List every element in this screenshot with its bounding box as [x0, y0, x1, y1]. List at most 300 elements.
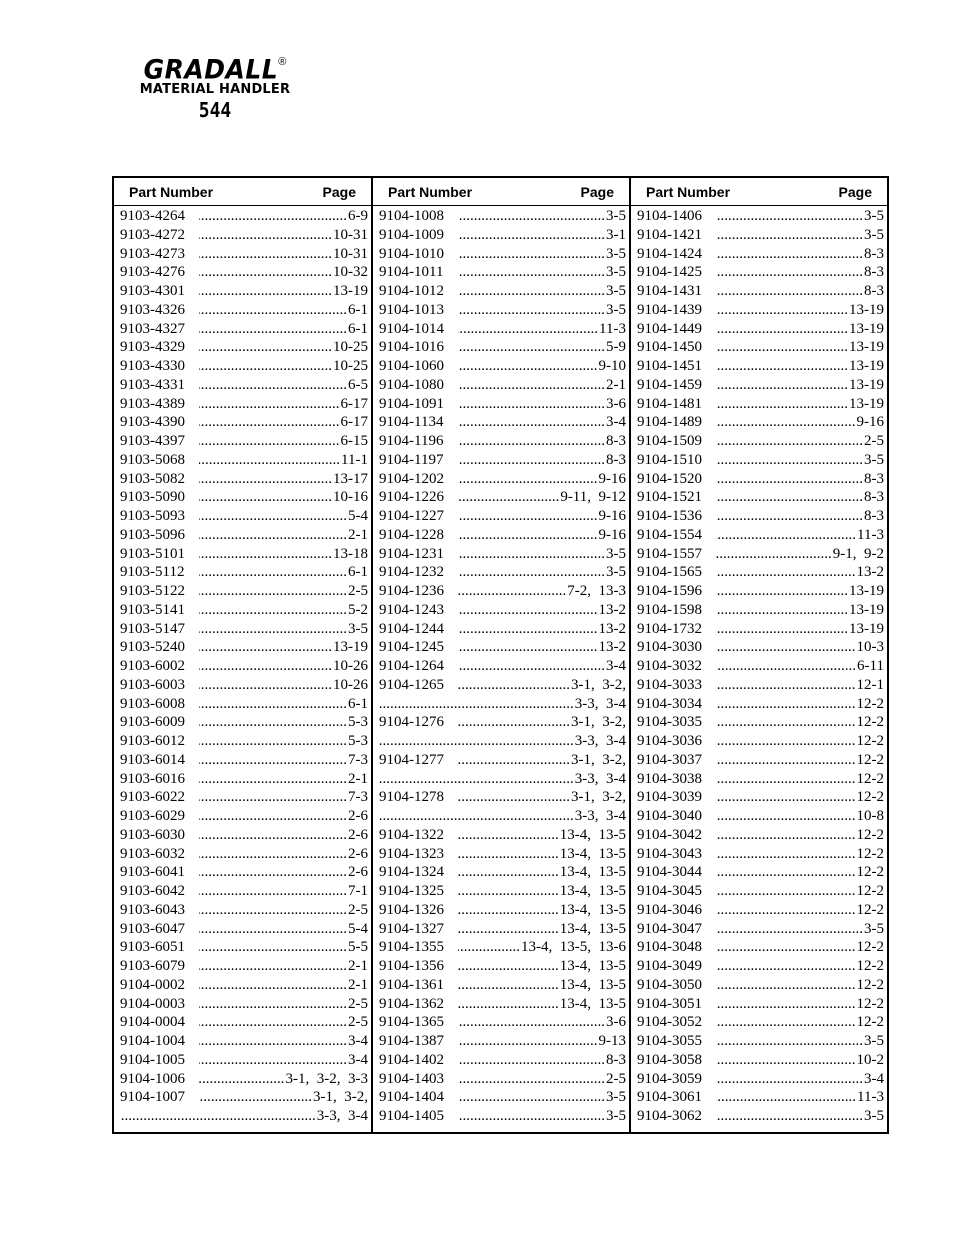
part-number: 9103-4331	[120, 376, 185, 393]
index-row	[373, 1070, 629, 1089]
part-number: 9103-5090	[120, 489, 185, 506]
index-row	[631, 282, 887, 301]
page-reference: 3-4	[606, 658, 626, 674]
part-number: 9103-6043	[120, 901, 185, 918]
part-number: 9104-1406	[637, 208, 702, 224]
index-row	[631, 901, 887, 920]
page-reference: 2-1	[348, 526, 368, 543]
index-row	[631, 1088, 887, 1107]
page-reference: 2-5	[864, 433, 884, 449]
part-number: 9104-1521	[637, 489, 702, 506]
part-number: 9104-1008	[379, 208, 444, 224]
index-column-2	[373, 178, 631, 1132]
page-reference: 8-3	[864, 245, 884, 262]
index-row	[631, 563, 887, 582]
part-number: 9103-5141	[120, 601, 185, 618]
page-reference: 3-5	[864, 226, 884, 243]
page-reference: 9-1, 9-2	[832, 545, 884, 562]
part-number: 9104-3061	[637, 1089, 702, 1106]
index-row	[631, 432, 887, 451]
index-row	[631, 301, 887, 320]
dot-leader	[199, 1051, 347, 1070]
part-number: 9104-1007	[120, 1089, 185, 1106]
part-number: 9103-5068	[120, 451, 185, 468]
dot-leader	[716, 1051, 856, 1070]
part-number: 9103-6079	[120, 958, 185, 974]
part-number: 9104-3044	[637, 864, 702, 881]
page-reference: 11-3	[857, 1089, 884, 1106]
page-reference: 6-9	[348, 208, 368, 224]
page-reference: 12-2	[856, 883, 884, 899]
part-number: 9103-4264	[120, 208, 185, 224]
index-row	[373, 207, 629, 226]
dot-leader	[458, 207, 605, 226]
page-reference: 10-25	[333, 339, 368, 356]
page-reference: 2-6	[348, 826, 368, 843]
part-number: 9104-3040	[637, 808, 702, 824]
dot-leader	[199, 263, 332, 282]
dot-leader	[458, 620, 598, 639]
page-reference: 9-11, 9-12	[560, 489, 626, 506]
page-reference: 3-1, 3-2,	[313, 1089, 368, 1106]
index-row	[114, 320, 371, 339]
part-number: 9103-5096	[120, 526, 185, 543]
dot-leader	[716, 863, 856, 882]
part-number: 9103-5101	[120, 545, 185, 562]
index-row	[114, 432, 371, 451]
dot-leader	[120, 1107, 316, 1126]
brand-logo	[110, 52, 320, 86]
dot-leader	[199, 620, 347, 639]
part-number: 9103-5093	[120, 508, 185, 524]
page-reference: 6-1	[348, 564, 368, 581]
index-row	[114, 882, 371, 901]
part-number: 9104-1278	[379, 789, 444, 806]
dot-leader	[458, 432, 605, 451]
dot-leader	[199, 488, 332, 507]
page-reference: 3-4	[864, 1070, 884, 1087]
page-reference: 6-17	[340, 395, 368, 412]
part-number: 9104-1459	[637, 376, 702, 393]
page-reference: 9-10	[598, 358, 626, 374]
index-row	[631, 1013, 887, 1032]
page-reference: 13-19	[849, 376, 884, 393]
part-number: 9104-0004	[120, 1014, 185, 1031]
index-row	[114, 395, 371, 414]
dot-leader	[716, 845, 856, 864]
page-reference: 5-2	[348, 601, 368, 618]
dot-leader	[716, 901, 856, 920]
dot-leader	[199, 395, 340, 414]
dot-leader	[716, 226, 863, 245]
page-reference: 3-1, 3-2,	[571, 751, 626, 768]
dot-leader	[716, 563, 856, 582]
part-number: 9104-1520	[637, 470, 702, 487]
index-row	[631, 601, 887, 620]
page-reference: 8-3	[606, 433, 626, 449]
part-number: 9104-1424	[637, 245, 702, 262]
part-number: 9103-5240	[120, 639, 185, 656]
page-reference: 2-5	[606, 1070, 626, 1087]
dot-leader	[716, 1070, 863, 1089]
page-reference: 5-4	[348, 508, 368, 524]
dot-leader	[199, 320, 347, 339]
dot-leader	[199, 713, 347, 732]
dot-leader	[716, 601, 848, 620]
page-reference: 11-3	[599, 320, 626, 337]
part-number: 9104-3042	[637, 826, 702, 843]
index-row	[631, 713, 887, 732]
dot-leader	[458, 976, 559, 995]
part-number: 9104-3034	[637, 695, 702, 712]
index-row	[373, 1013, 629, 1032]
index-row	[373, 770, 629, 789]
index-row	[373, 526, 629, 545]
index-row	[631, 882, 887, 901]
index-row	[631, 395, 887, 414]
page-reference: 3-6	[606, 1014, 626, 1031]
page-header: Page	[322, 184, 356, 200]
index-row	[114, 357, 371, 376]
page-reference: 13-4, 13-5	[559, 995, 626, 1012]
dot-leader	[458, 338, 605, 357]
dot-leader	[716, 695, 856, 714]
page-reference: 13-4, 13-5, 13-6	[521, 939, 626, 956]
brand-name: GRADALL	[143, 54, 279, 85]
part-number: 9104-1228	[379, 526, 444, 543]
page-reference: 13-19	[849, 601, 884, 618]
index-row	[631, 470, 887, 489]
page-reference: 8-3	[864, 489, 884, 506]
index-row	[114, 1070, 371, 1089]
dot-leader	[199, 1070, 285, 1089]
dot-leader	[199, 526, 347, 545]
index-row	[631, 1051, 887, 1070]
page-reference: 8-3	[606, 451, 626, 468]
part-number: 9104-1322	[379, 826, 444, 843]
dot-leader	[199, 901, 347, 920]
dot-leader	[199, 563, 347, 582]
part-number: 9104-3038	[637, 770, 702, 787]
index-row	[114, 788, 371, 807]
page-reference: 12-2	[856, 901, 884, 918]
dot-leader	[716, 507, 863, 526]
index-row	[373, 788, 629, 807]
dot-leader	[199, 882, 347, 901]
index-row	[114, 863, 371, 882]
page-reference: 13-4, 13-5	[559, 826, 626, 843]
dot-leader	[716, 488, 863, 507]
part-number: 9104-1277	[379, 751, 444, 768]
part-number: 9103-5147	[120, 620, 185, 637]
dot-leader	[458, 1013, 605, 1032]
page-reference: 6-17	[340, 414, 368, 431]
part-number: 9104-1451	[637, 358, 702, 374]
column-header	[114, 178, 371, 206]
index-row	[631, 751, 887, 770]
dot-leader	[716, 657, 856, 676]
part-number: 9103-5122	[120, 583, 185, 599]
page-reference: 6-15	[340, 433, 368, 449]
index-row	[373, 657, 629, 676]
part-number: 9104-3033	[637, 676, 702, 693]
part-number: 9103-6016	[120, 770, 185, 787]
index-row	[631, 732, 887, 751]
page-reference: 10-26	[333, 676, 368, 693]
part-number: 9104-1362	[379, 995, 444, 1012]
part-number: 9104-1324	[379, 864, 444, 881]
page-reference: 3-5	[606, 564, 626, 581]
page-reference: 10-3	[856, 639, 884, 656]
index-row	[631, 451, 887, 470]
page-reference: 3-3, 3-4	[574, 695, 626, 712]
part-number: 9104-1004	[120, 1033, 185, 1049]
index-row	[373, 620, 629, 639]
dot-leader	[199, 357, 332, 376]
page-reference: 12-2	[856, 958, 884, 974]
index-row	[631, 788, 887, 807]
index-row	[631, 976, 887, 995]
dot-leader	[199, 751, 347, 770]
dot-leader	[458, 845, 559, 864]
dot-leader	[716, 957, 856, 976]
index-row	[373, 957, 629, 976]
dot-leader	[199, 938, 347, 957]
index-row	[114, 601, 371, 620]
part-number: 9104-1431	[637, 283, 702, 299]
dot-leader	[458, 413, 605, 432]
index-row	[631, 338, 887, 357]
dot-leader	[199, 845, 347, 864]
part-number: 9103-4330	[120, 358, 185, 374]
dot-leader	[199, 545, 332, 564]
page-reference: 3-4	[348, 1033, 368, 1049]
index-row	[114, 620, 371, 639]
index-row	[114, 545, 371, 564]
page-reference: 3-5	[606, 264, 626, 281]
part-number: 9104-3043	[637, 845, 702, 862]
index-row	[631, 657, 887, 676]
index-row	[114, 957, 371, 976]
page-reference: 8-3	[864, 283, 884, 299]
part-number: 9104-3058	[637, 1051, 702, 1068]
index-row	[373, 470, 629, 489]
index-row	[373, 976, 629, 995]
index-row	[114, 1088, 371, 1107]
part-number: 9104-1232	[379, 564, 444, 581]
index-row	[373, 263, 629, 282]
page-reference: 2-6	[348, 808, 368, 824]
dot-leader	[458, 282, 605, 301]
dot-leader	[716, 882, 856, 901]
part-number: 9103-6003	[120, 676, 185, 693]
index-row	[373, 582, 629, 601]
index-row	[631, 357, 887, 376]
index-row	[631, 845, 887, 864]
dot-leader	[458, 676, 570, 695]
dot-leader	[716, 582, 848, 601]
index-row	[631, 376, 887, 395]
index-row	[631, 207, 887, 226]
index-row	[373, 882, 629, 901]
page-header: Page	[580, 184, 614, 200]
page-reference: 13-2	[598, 601, 626, 618]
dot-leader	[199, 826, 347, 845]
dot-leader	[458, 882, 559, 901]
part-number: 9104-3047	[637, 920, 702, 937]
part-number: 9104-1226	[379, 489, 444, 506]
part-number: 9104-1016	[379, 339, 444, 356]
dot-leader	[458, 301, 605, 320]
dot-leader	[199, 957, 347, 976]
dot-leader	[716, 938, 856, 957]
part-number: 9104-3050	[637, 976, 702, 993]
index-row	[631, 507, 887, 526]
index-row	[114, 770, 371, 789]
page-reference: 3-4	[348, 1051, 368, 1068]
dot-leader	[458, 957, 559, 976]
part-number: 9104-1326	[379, 901, 444, 918]
page-reference: 12-2	[856, 864, 884, 881]
page-reference: 12-2	[856, 789, 884, 806]
index-row	[373, 826, 629, 845]
dot-leader	[199, 601, 347, 620]
page-reference: 10-31	[333, 245, 368, 262]
part-number: 9104-1361	[379, 976, 444, 993]
part-number: 9104-1264	[379, 658, 444, 674]
dot-leader	[458, 526, 598, 545]
page-reference: 13-4, 13-5	[559, 883, 626, 899]
part-number: 9103-4397	[120, 433, 185, 449]
dot-leader	[199, 376, 347, 395]
index-row	[631, 1032, 887, 1051]
part-number: 9103-4326	[120, 301, 185, 318]
dot-leader	[458, 245, 605, 264]
column-header	[631, 178, 887, 206]
dot-leader	[716, 320, 848, 339]
page-reference: 3-5	[348, 620, 368, 637]
page-reference: 3-6	[606, 395, 626, 412]
part-number: 9104-1421	[637, 226, 702, 243]
part-number-header: Part Number	[388, 184, 473, 200]
page-reference: 5-4	[348, 920, 368, 937]
dot-leader	[716, 676, 856, 695]
page-reference: 13-19	[849, 583, 884, 599]
index-row	[114, 976, 371, 995]
dot-leader	[716, 413, 856, 432]
part-number: 9104-1091	[379, 395, 444, 412]
page-reference: 3-1	[606, 226, 626, 243]
part-number: 9104-1365	[379, 1014, 444, 1031]
dot-leader	[716, 788, 856, 807]
page-reference: 5-9	[606, 339, 626, 356]
dot-leader	[716, 301, 848, 320]
page-reference: 3-1, 3-2,	[571, 714, 626, 731]
part-number: 9104-1197	[379, 451, 444, 468]
dot-leader	[716, 807, 856, 826]
page-reference: 10-2	[856, 1051, 884, 1068]
index-row	[631, 488, 887, 507]
part-number: 9103-6032	[120, 845, 185, 862]
page-reference: 12-2	[856, 976, 884, 993]
page-reference: 2-1	[606, 376, 626, 393]
index-row	[373, 413, 629, 432]
dot-leader	[716, 976, 856, 995]
dot-leader	[199, 582, 347, 601]
page-reference: 13-4, 13-5	[559, 958, 626, 974]
page-reference: 2-1	[348, 976, 368, 993]
index-row	[373, 713, 629, 732]
dot-leader	[199, 338, 332, 357]
part-number: 9104-3032	[637, 658, 702, 674]
index-row	[631, 545, 887, 564]
page-reference: 6-5	[348, 376, 368, 393]
dot-leader	[716, 1107, 863, 1126]
index-row	[373, 226, 629, 245]
page-reference: 13-2	[598, 639, 626, 656]
index-row	[373, 1088, 629, 1107]
part-number: 9104-1327	[379, 920, 444, 937]
index-row	[373, 301, 629, 320]
part-number: 9104-1509	[637, 433, 702, 449]
dot-leader	[199, 245, 332, 264]
part-number: 9104-1005	[120, 1051, 185, 1068]
page-reference: 13-2	[598, 620, 626, 637]
page-reference: 13-4, 13-5	[559, 864, 626, 881]
part-number: 9104-1404	[379, 1089, 444, 1106]
part-number: 9104-0003	[120, 995, 185, 1012]
part-number: 9104-1536	[637, 508, 702, 524]
part-number: 9104-3045	[637, 883, 702, 899]
page-reference: 12-2	[856, 733, 884, 749]
page-reference: 3-4	[606, 414, 626, 431]
index-row	[114, 245, 371, 264]
page-reference: 12-2	[856, 826, 884, 843]
part-number: 9104-3059	[637, 1070, 702, 1087]
dot-leader	[199, 770, 347, 789]
part-number: 9104-3048	[637, 939, 702, 956]
part-number: 9104-1489	[637, 414, 702, 431]
page-reference: 3-5	[606, 1108, 626, 1124]
part-number: 9103-4390	[120, 414, 185, 431]
index-row	[114, 338, 371, 357]
page-reference: 6-1	[348, 320, 368, 337]
page-reference: 3-5	[606, 301, 626, 318]
page-reference: 2-1	[348, 958, 368, 974]
page-reference: 12-2	[856, 939, 884, 956]
dot-leader	[199, 676, 332, 695]
index-row	[631, 920, 887, 939]
index-row	[373, 732, 629, 751]
part-number: 9104-1276	[379, 714, 444, 731]
page-reference: 5-3	[348, 714, 368, 731]
part-number: 9104-1013	[379, 301, 444, 318]
part-number: 9104-1012	[379, 283, 444, 299]
part-number: 9104-1243	[379, 601, 444, 618]
index-row	[373, 807, 629, 826]
part-number: 9104-1134	[379, 414, 444, 431]
dot-leader	[199, 788, 347, 807]
index-row	[114, 226, 371, 245]
index-row	[373, 563, 629, 582]
dot-leader	[199, 470, 332, 489]
dot-leader	[716, 245, 863, 264]
dot-leader	[716, 751, 856, 770]
index-row	[114, 1032, 371, 1051]
index-row	[631, 1107, 887, 1126]
index-row	[114, 451, 371, 470]
part-number: 9103-6002	[120, 658, 185, 674]
